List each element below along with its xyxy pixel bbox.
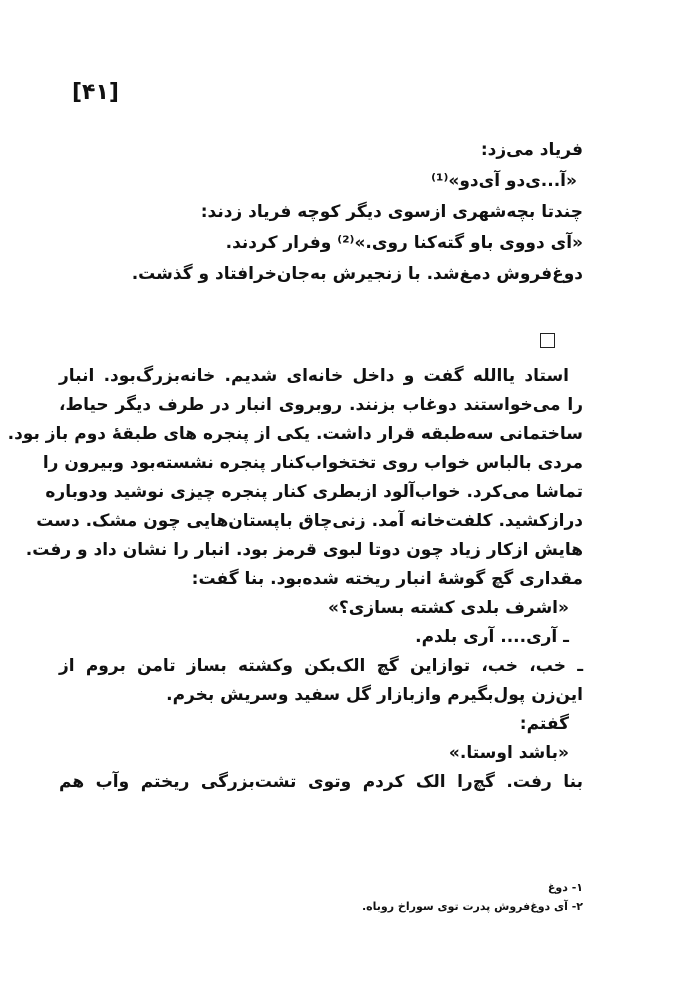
text-line: را می‌خواستند دوغاب بزنند. روبروی انبار در طرف دیگر حیاط،: [59, 395, 583, 415]
footnote-item: ۱- دوغ: [547, 881, 583, 894]
text-line: «آی دووی باو گته‌کنا روی.»⁽²⁾ وفرار کردند.: [225, 233, 583, 253]
text-line: «اشرف بلدی کشته بسازی؟»: [327, 598, 569, 618]
text-line: بنا رفت. گچ‌را الک کردم وتوی تشت‌بزرگی ریختم وآب هم: [59, 772, 583, 792]
text-line: «باشد اوستا.»: [448, 743, 569, 763]
footnote-item: ۲- آی دوغ‌فروش پدرت توی سوراخ روباه.: [362, 900, 583, 913]
text-line: هایش ازکار زیاد چون دوتا لبوی قرمز بود. انبار را نشان داد و رفت.: [25, 540, 583, 560]
text-line: ـ خب، خب، توازاین گچ الک‌بکن وکشته بساز تامن بروم از: [59, 656, 583, 676]
text-line: استاد یاالله گفت و داخل خانه‌ای شدیم. خانه‌بزرگ‌بود. انبار: [59, 366, 569, 386]
page-number: [۴۱]: [72, 80, 119, 105]
text-line: مقداری گچ گوشهٔ انبار ریخته شده‌بود. بنا گفت:: [191, 569, 583, 589]
text-line: تماشا می‌کرد. خواب‌آلود ازبطری کنار پنجره چیزی نوشید ودوباره: [45, 482, 583, 502]
text-line: «آ...ی‌دو آی‌دو»⁽¹⁾: [431, 171, 577, 191]
text-line: مردی بالباس خواب روی تختخواب‌کنار پنجره نشسته‌بود وبیرون را: [42, 453, 583, 473]
text-line: ـ آری.... آری بلدم.: [415, 627, 569, 647]
text-line: فریاد می‌زد:: [480, 140, 583, 160]
text-line: ساختمانی سه‌طبقه قرار داشت. یکی از پنجره های طبقهٔ دوم باز بود.: [7, 424, 583, 444]
text-line: گفتم:: [519, 714, 569, 734]
text-line: این‌زن پول‌بگیرم وازبازار گل سفید وسریش بخرم.: [166, 685, 583, 705]
text-line: چندتا بچه‌شهری ازسوی دیگر کوچه فریاد زدند:: [200, 202, 583, 222]
footnotes: [63, 878, 583, 916]
text-line: درازکشید. کلفت‌خانه آمد. زنی‌چاق باپستان‌هایی چون مشک. دست: [36, 511, 583, 531]
text-line: دوغ‌فروش دمغ‌شد. با زنجیرش به‌جان‌خرافتاد و گذشت.: [131, 264, 583, 284]
main-paragraph-block: [7, 362, 583, 797]
opening-verse-block: [63, 135, 583, 290]
section-separator-box: [540, 333, 555, 348]
